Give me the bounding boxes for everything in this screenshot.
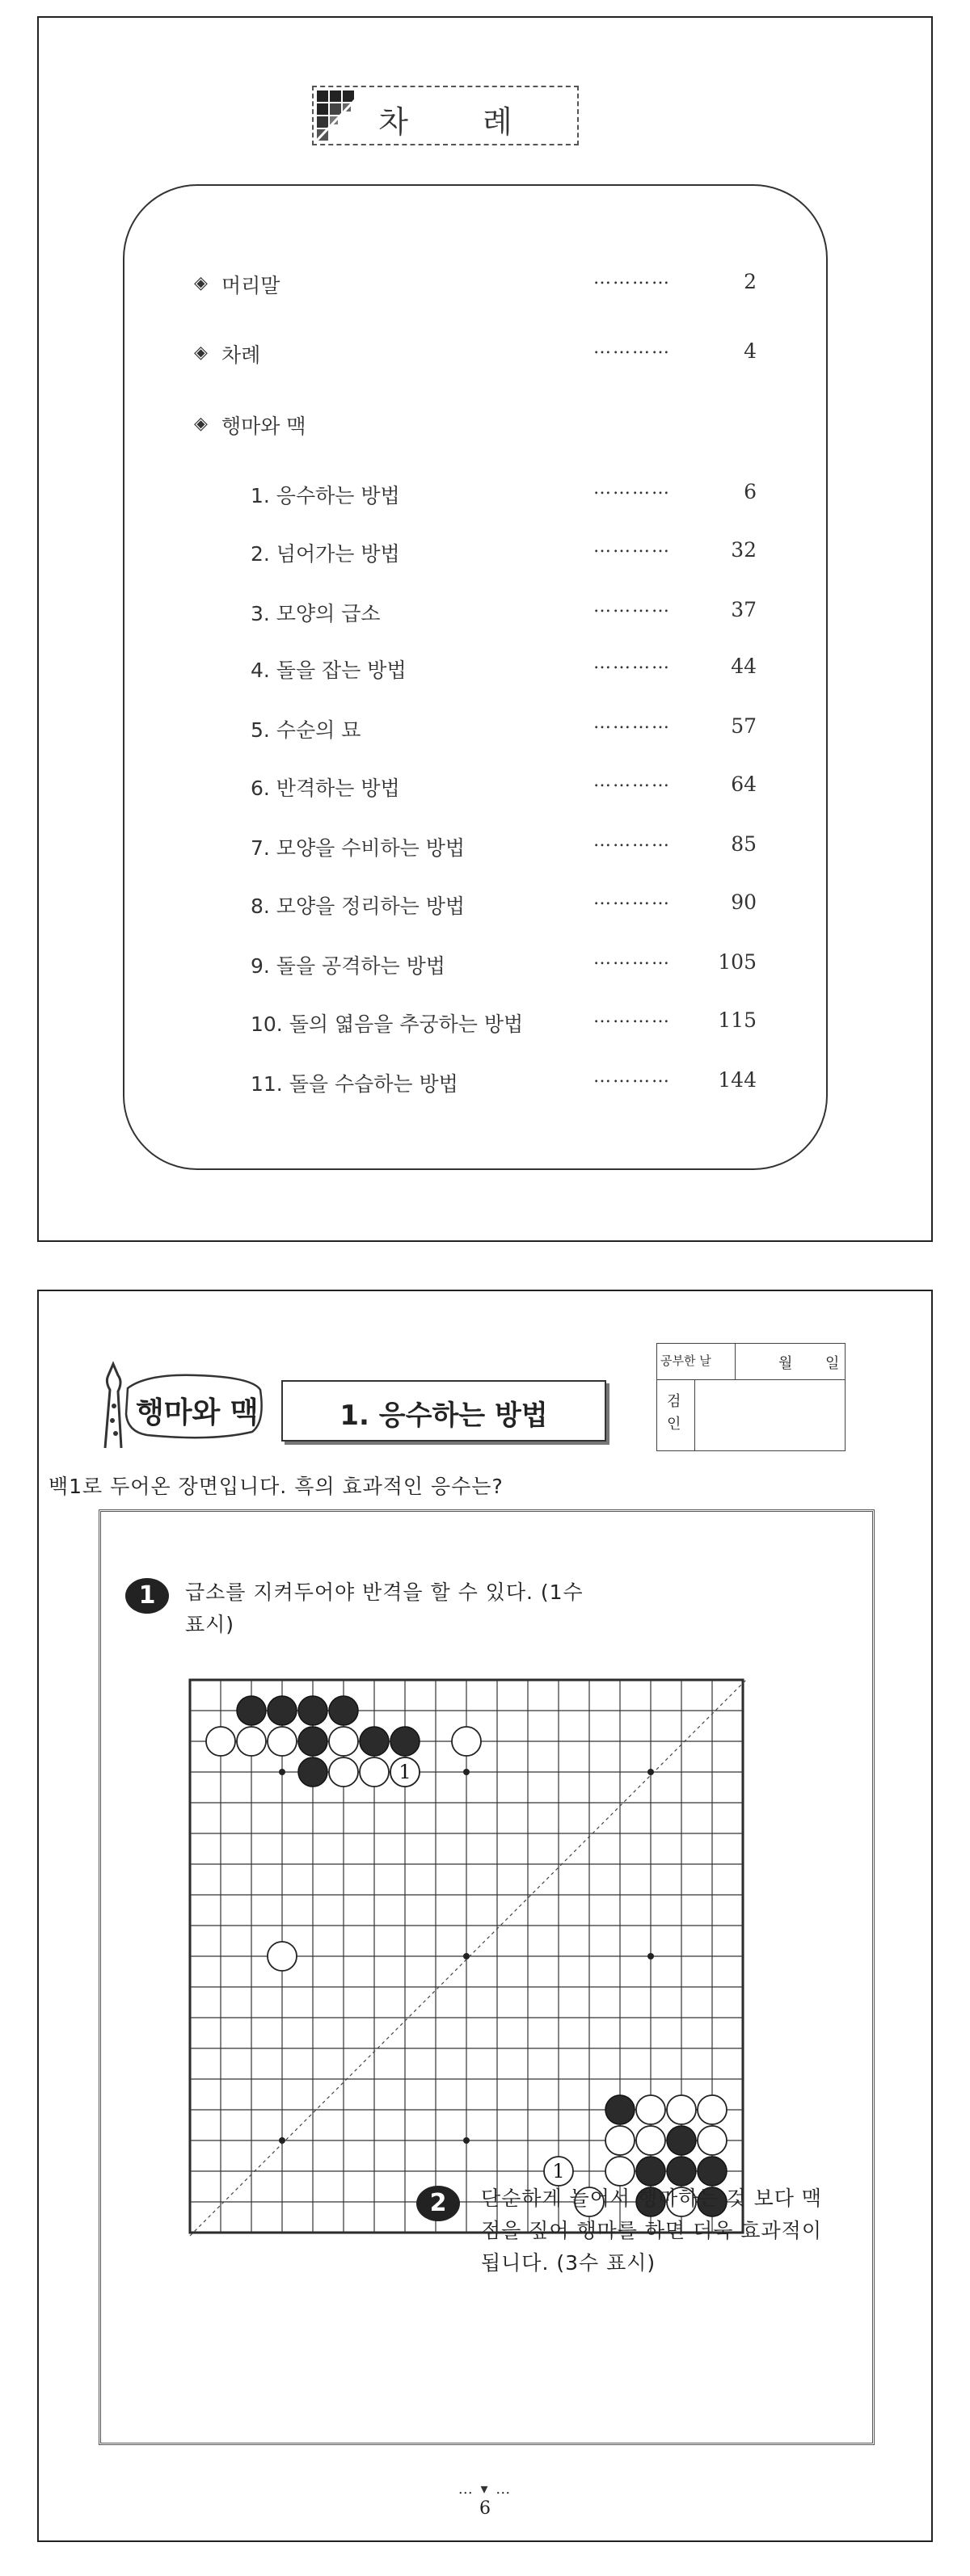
black-stone	[360, 1727, 389, 1756]
toc-row-page: 115	[718, 1008, 757, 1032]
diamond-bullet-icon: ◈	[194, 414, 208, 434]
toc-row-page: 57	[731, 714, 757, 738]
toc-row-label: 머리말	[221, 274, 280, 297]
white-stone	[605, 2157, 635, 2186]
toc-row	[124, 410, 826, 443]
toc-row	[124, 714, 826, 747]
toc-row-leader: …………	[593, 771, 671, 791]
toc-row-leader: …………	[593, 268, 671, 288]
toc-row-page: 6	[744, 480, 757, 503]
giraffe-logo-icon	[99, 1357, 268, 1453]
toc-row-label: 11. 돌을 수습하는 방법	[251, 1072, 458, 1096]
toc-row	[124, 1068, 826, 1101]
black-stone	[298, 1757, 327, 1787]
star-point	[279, 2137, 285, 2144]
lesson-title-box	[281, 1380, 606, 1442]
toc-row-label: 4. 돌을 잡는 방법	[251, 659, 407, 682]
toc-row	[124, 598, 826, 630]
toc-row	[124, 890, 826, 923]
toc-row-page: 90	[731, 890, 757, 914]
lesson-page	[37, 1290, 933, 2542]
diamond-bullet-icon: ◈	[194, 343, 208, 363]
toc-row	[124, 772, 826, 805]
star-point	[463, 2137, 470, 2144]
study-day-label: 일	[825, 1355, 840, 1372]
go-board	[180, 1670, 757, 2247]
toc-row-page: 85	[731, 832, 757, 856]
toc-page	[37, 16, 933, 1242]
toc-row-leader: …………	[593, 831, 671, 851]
white-stone	[636, 2126, 665, 2155]
toc-row-label: 7. 모양을 수비하는 방법	[251, 836, 466, 860]
note-2-badge: 2	[416, 2186, 460, 2221]
toc-row-leader: …………	[593, 1007, 671, 1027]
black-stone	[636, 2157, 665, 2186]
study-date-label-cell	[657, 1344, 736, 1379]
black-stone	[667, 2157, 696, 2186]
toc-row	[124, 950, 826, 983]
toc-row-label: 6. 반격하는 방법	[251, 777, 400, 800]
toc-row-leader: …………	[593, 1067, 671, 1087]
toc-row-leader: …………	[593, 338, 671, 358]
toc-row-page: 4	[744, 339, 757, 363]
toc-row-label: 2. 넘어가는 방법	[251, 542, 400, 566]
toc-title: 차 례	[378, 104, 545, 140]
black-stone	[667, 2126, 696, 2155]
toc-row	[124, 480, 826, 512]
toc-row-page: 37	[731, 598, 757, 621]
stone-move-label: 1	[399, 1761, 411, 1783]
page-number: 6	[479, 2498, 491, 2519]
toc-row-label: 5. 수순의 묘	[251, 718, 361, 742]
toc-row-leader: …………	[593, 537, 671, 557]
toc-row	[124, 832, 826, 865]
toc-frame	[123, 184, 828, 1170]
toc-row-label: 행마와 맥	[221, 415, 306, 438]
toc-row-page: 2	[744, 270, 757, 293]
toc-row-leader: …………	[593, 713, 671, 733]
toc-row-label: 8. 모양을 정리하는 방법	[251, 894, 466, 918]
toc-row	[124, 538, 826, 570]
star-point	[279, 1769, 285, 1775]
logo-text: 행마와 맥	[136, 1396, 259, 1429]
star-point	[463, 1953, 470, 1959]
diagram-frame	[99, 1509, 875, 2445]
star-point	[647, 1953, 654, 1959]
toc-row-label: 9. 돌을 공격하는 방법	[251, 954, 445, 978]
star-point	[463, 1769, 470, 1775]
black-stone	[298, 1727, 327, 1756]
note-2-text: 단순하게 늘어서 행마하는 것 보다 맥점을 짚어 행마를 하면 더욱 효과적이 됩니다. (3수 표시)	[481, 2187, 822, 2275]
study-month-label: 월	[778, 1355, 793, 1372]
toc-row-page: 144	[718, 1068, 757, 1092]
toc-row-page: 105	[718, 950, 757, 974]
black-stone	[605, 2095, 635, 2124]
black-stone	[390, 1727, 420, 1756]
white-stone	[206, 1727, 235, 1756]
toc-row-page: 44	[731, 655, 757, 678]
inspect-label-cell	[657, 1379, 695, 1450]
black-stone	[268, 1696, 297, 1725]
note-1-text: 급소를 지켜두어야 반격을 할 수 있다. (1수 표시)	[185, 1581, 584, 1636]
white-stone	[698, 2095, 727, 2124]
toc-row-leader: …………	[593, 889, 671, 909]
white-stone	[360, 1757, 389, 1787]
black-stone	[298, 1696, 327, 1725]
black-stone	[329, 1696, 358, 1725]
white-stone	[268, 1942, 297, 1971]
toc-row-label: 1. 응수하는 방법	[251, 484, 400, 507]
white-stone	[329, 1727, 358, 1756]
diamond-bullet-icon: ◈	[194, 273, 208, 293]
toc-row-leader: …………	[593, 949, 671, 969]
white-stone	[667, 2095, 696, 2124]
study-record-table	[656, 1343, 846, 1451]
black-stone	[698, 2157, 727, 2186]
white-stone	[698, 2126, 727, 2155]
lesson-title: 1. 응수하는 방법	[340, 1400, 548, 1432]
study-date-row	[657, 1344, 845, 1380]
toc-row-label: 10. 돌의 엷음을 추궁하는 방법	[251, 1012, 524, 1036]
question-text: 백1로 두어온 장면입니다. 흑의 효과적인 응수는?	[48, 1475, 504, 1498]
white-stone	[268, 1727, 297, 1756]
star-point	[647, 1769, 654, 1775]
stone-move-label: 1	[552, 2160, 565, 2182]
page-footer-decoration: … ▾ …	[458, 2481, 512, 2498]
toc-row-page: 64	[731, 772, 757, 796]
white-stone	[636, 2095, 665, 2124]
toc-row-leader: …………	[593, 596, 671, 617]
toc-row-leader: …………	[593, 478, 671, 499]
toc-row-label: 차례	[221, 343, 261, 367]
white-stone	[329, 1757, 358, 1787]
toc-title-box	[312, 86, 579, 145]
study-date-label: 공부한 날	[660, 1353, 711, 1368]
toc-row	[124, 1008, 826, 1041]
toc-row-page: 32	[731, 538, 757, 562]
white-stone	[237, 1727, 266, 1756]
toc-row	[124, 339, 826, 372]
white-stone	[452, 1727, 481, 1756]
black-stone	[237, 1696, 266, 1725]
toc-row-label: 3. 모양의 급소	[251, 602, 381, 625]
white-stone	[605, 2126, 635, 2155]
toc-row-leader: …………	[593, 653, 671, 673]
toc-row	[124, 270, 826, 302]
toc-row	[124, 655, 826, 687]
inspect-label: 검 인	[667, 1393, 681, 1433]
note-1-badge: 1	[125, 1578, 169, 1614]
